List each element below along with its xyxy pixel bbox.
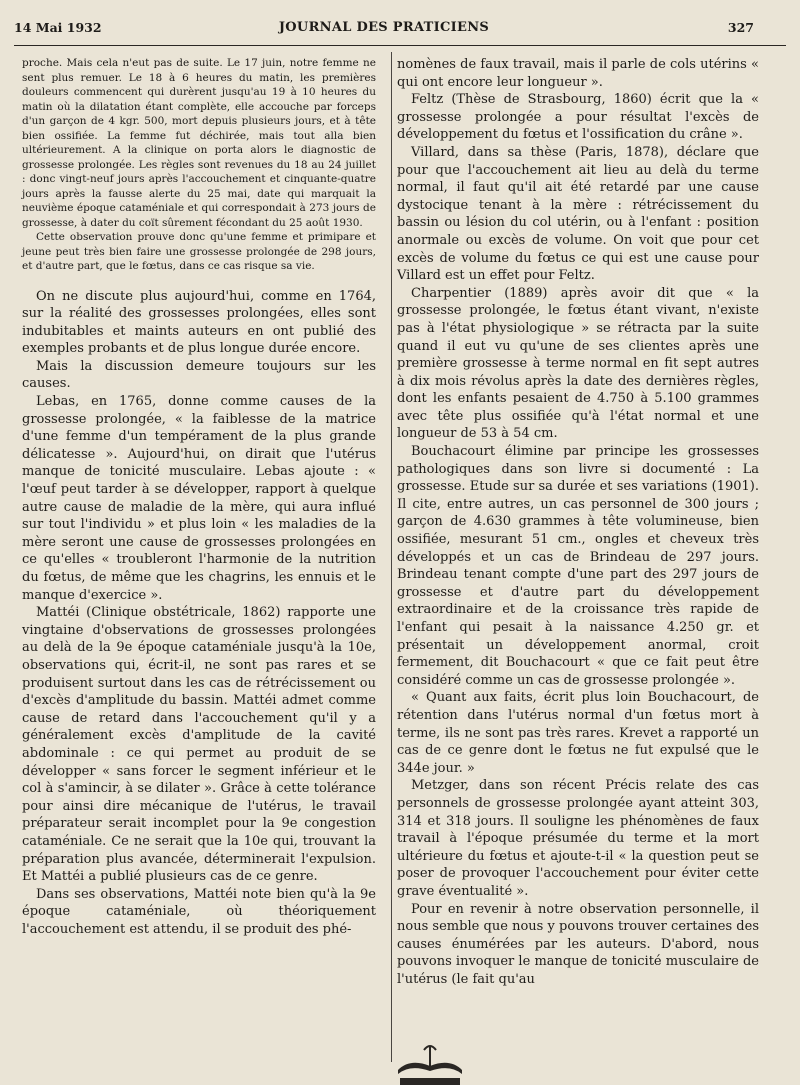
- column-divider: [391, 52, 392, 1062]
- right-column: [397, 56, 759, 988]
- body-paragraph: Lebas, en 1765, donne comme causes de la grossesse prolongée, « la faiblesse de la matrice d'une femme d'un tempérament de la plus grande délicatesse ». Aujourd'hui, on dirait que l'utérus manque de tonicité musculaire. Lebas ajoute : « l'œuf peut tarder à se développer, rapport à quelque autre cause de maladie de la mère, qui aura influé sur tout l'individu » et plus loin « les maladies de la mère seront une cause de grossesses prolongées en ce qu'elles « troubleront l'harmonie de la nutrition du fœtus, de même que les chagrins, les ennuis et le manque d'exercice ».: [22, 394, 376, 603]
- running-header: [14, 20, 754, 40]
- body-paragraph: « Quant aux faits, écrit plus loin Bouchacourt, de rétention dans l'utérus normal d'un fœtus mort à terme, ils ne sont pas très rares. Krevet a rapporté un cas de ce genre dont le fœtus ne fut expulsé que le 344e jour. »: [397, 690, 759, 776]
- left-column: [22, 56, 376, 938]
- observation-paragraph: proche. Mais cela n'eut pas de suite. Le 17 juin, notre femme ne sent plus remuer. Le 18 à 6 heures du matin, les premières douleurs commencent qui durèrent jusqu'au 19 à 10 heures du matin où la dilatation étant complète, elle accouche par forceps d'un garçon de 4 kgr. 500, mort depuis plusieurs jours, et à tête bien ossifiée. La femme fut déchirée, mais tout alla bien ultérieurement. A la clinique on porta alors le diagnostic de grossesse prolongée. Les règles sont revenues du 18 au 24 juillet : donc vingt-neuf jours après l'accouchement et cinquante-quatre jours après la fausse alerte du 25 mai, date qui marquait la neuvième époque cataméniale et qui correspondait à 273 jours de grossesse, à dater du coït sûrement fécondant du 25 août 1930.: [22, 57, 376, 229]
- issue-date: 14 Mai 1932: [14, 20, 102, 35]
- journal-title: JOURNAL DES PRATICIENS: [278, 20, 490, 35]
- header-rule: [14, 45, 786, 46]
- body-paragraph: Bouchacourt élimine par principe les grossesses pathologiques dans son livre si documenté : La grossesse. Etude sur sa durée et ses variations (1901). Il cite, entre autres, un cas personnel de 300 jours ; garçon de 4.630 grammes à tête volumineuse, bien ossifiée, mesurant 51 cm., ongles et cheveux très développés et un cas de Brindeau de 297 jours. Brindeau tenant compte d'une part des 297 jours de grossesse et d'autre part du développement extraordinaire et de la croissance très rapide de l'enfant qui pesait à la naissance 4.250 gr. et présentait un développement anormal, croit fermement, dit Bouchacourt « que ce fait peut être considéré comme un cas de grossesse prolongée ».: [397, 444, 759, 688]
- body-paragraph: Charpentier (1889) après avoir dit que « la grossesse prolongée, le fœtus étant vivant, n'existe pas à l'état physiologique » se rétracta par la suite quand il eut vu qu'une de ses clientes après une première grossesse à terme normal en fit sept autres à dix mois révolus après la date des dernières règles, dont les enfants pesaient de 4.750 à 5.100 grammes avec tête plus ossifiée qu'à l'état normal et une longueur de 53 à 54 cm.: [397, 285, 759, 442]
- body-paragraph: Metzger, dans son récent Précis relate des cas personnels de grossesse prolongée ayant atteint 303, 314 et 318 jours. Il souligne les phénomènes de faux travail à l'époque présumée du terme et la mort ultérieure du fœtus et ajoute-t-il « la question peut se poser de provoquer l'accouchement pour éviter cette grave éventualité ».: [397, 778, 759, 899]
- page-number: 327: [727, 20, 754, 35]
- body-paragraph: Feltz (Thèse de Strasbourg, 1860) écrit que la « grossesse prolongée a pour résultat l'excès de développement du fœtus et l'ossification du crâne ».: [397, 92, 759, 143]
- body-paragraph: Dans ses observations, Mattéi note bien qu'à la 9e époque cataméniale, où théoriquement l'accouchement est attendu, il se produit des phé-: [22, 886, 376, 937]
- body-paragraph: nomènes de faux travail, mais il parle de cols utérins « qui ont encore leur longueur ».: [397, 57, 759, 90]
- body-paragraph: On ne discute plus aujourd'hui, comme en 1764, sur la réalité des grossesses prolongées, elles sont indubitables et maints auteurs en ont publié des exemples probants et de plus longue durée encore.: [22, 288, 376, 357]
- body-paragraph: Pour en revenir à notre observation personnelle, il nous semble que nous y pouvons trouver certaines des causes énumérées par les auteurs. D'abord, nous pouvons invoquer le manque de tonicité musculaire de l'utérus (le fait qu'au: [397, 901, 759, 987]
- library-ornament-icon: [390, 1040, 470, 1085]
- body-paragraph: Mattéi (Clinique obstétricale, 1862) rapporte une vingtaine d'observations de grossesses prolongées au delà de la 9e époque cataméniale jusqu'à la 10e, observations qui, écrit-il, ne sont pas rares et se produisent surtout dans les cas de rétrécissement ou d'excès d'amplitude du bassin. Mattéi admet comme cause de retard dans l'accouchement qu'il y a généralement excès d'amplitude de la cavité abdominale : ce qui permet au produit de se développer « sans forcer le segment inférieur et le col à s'amincir, à se dilater ». Grâce à cette tolérance pour ainsi dire mécanique de l'utérus, le travail préparateur serait incomplet pour la 9e congestion cataméniale. Ce ne serait que la 10e qui, trouvant la préparation plus avancée, déterminerait l'expulsion. Et Mattéi a publié plusieurs cas de ce genre.: [22, 605, 376, 885]
- observation-conclusion: Cette observation prouve donc qu'une femme et primipare et jeune peut très bien faire une grossesse prolongée de 298 jours, et d'autre part, que le fœtus, dans ce cas risque sa vie.: [22, 231, 376, 272]
- body-paragraph: Villard, dans sa thèse (Paris, 1878), déclare que pour que l'accouchement ait lieu au delà du terme normal, il faut qu'il ait été retardé par une cause dystocique tenant à la mère : rétrécissement du bassin ou lésion du col utérin, ou à l'enfant : position anormale ou excès de volume. On voit que pour cet excès de volume du fœtus ce qui est une cause pour Villard est un effet pour Feltz.: [397, 144, 759, 284]
- body-paragraph: Mais la discussion demeure toujours sur les causes.: [22, 358, 376, 392]
